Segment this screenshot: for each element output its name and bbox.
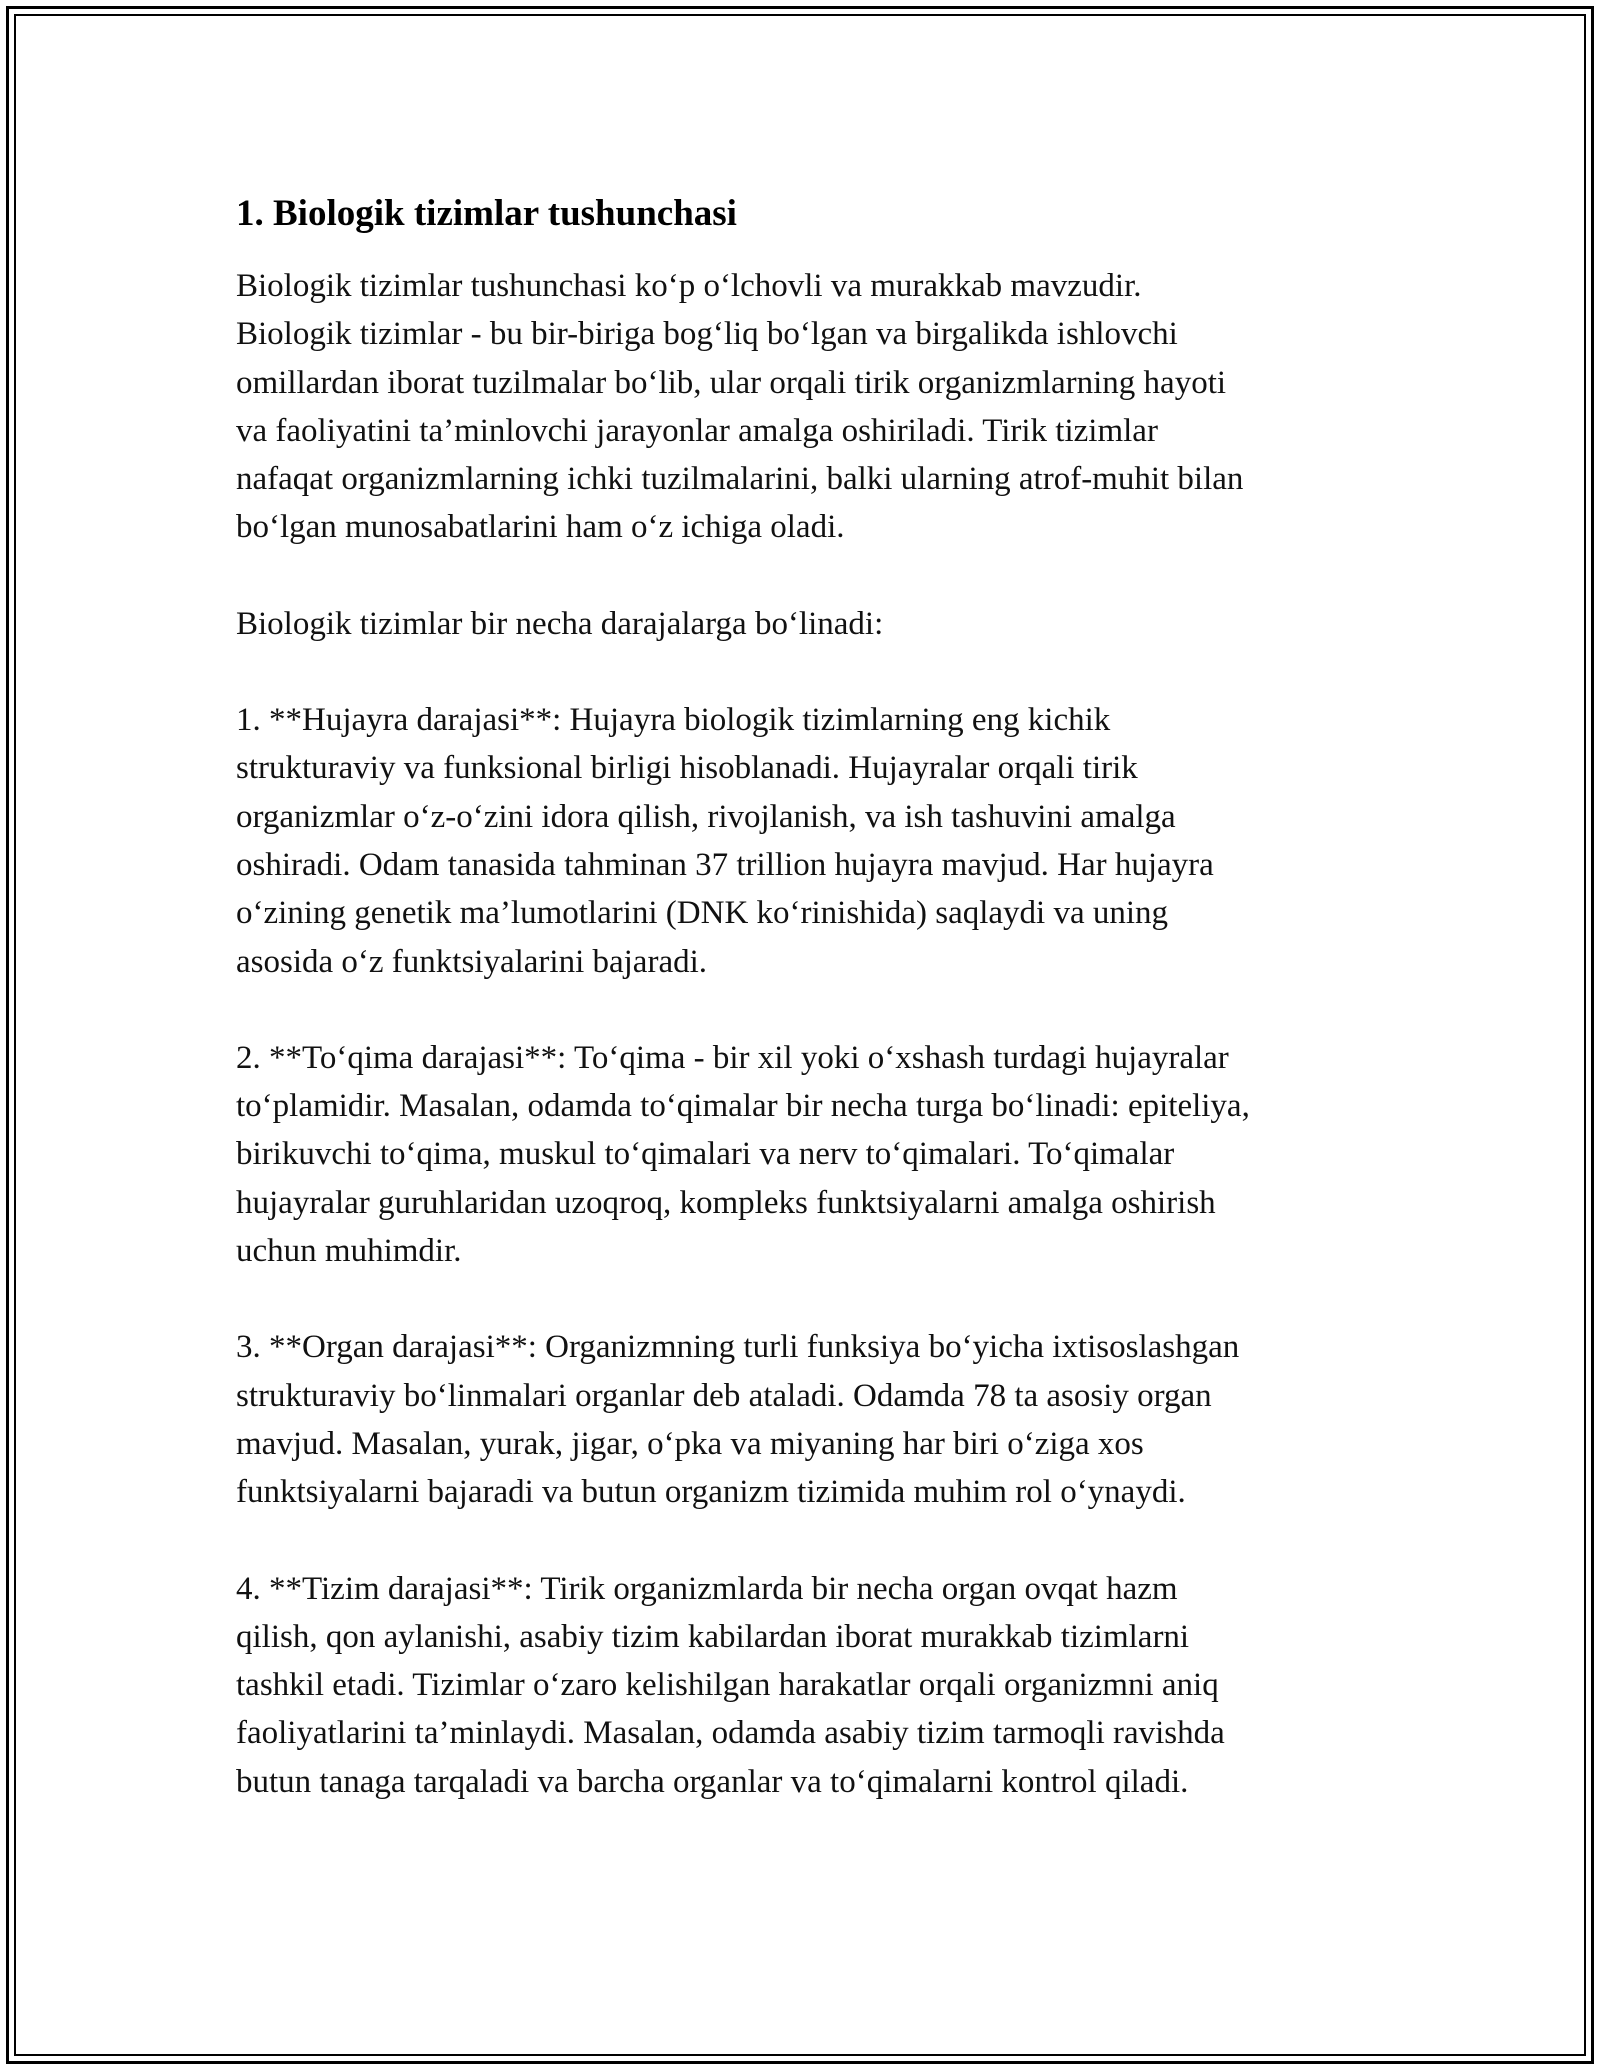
section-heading: 1. Biologik tizimlar tushunchasi <box>236 193 737 234</box>
system-level-paragraph: 4. **Tizim darajasi**: Tirik organizmlarda bir necha organ ovqat hazm qilish, qon aylanishi, asabiy tizim kabilardan iborat murakkab tizimlarni tashkil etadi. Tizimlar o‘zaro kelishilgan harakatlar orqali organizmni aniq faoliyatlarini ta’minlaydi. Masalan, odamda asabiy tizim tarmoqli ravishda butun tanaga tarqaladi va barcha organlar va to‘qimalarni kontrol qiladi. <box>236 1570 1225 1800</box>
levels-intro-paragraph: Biologik tizimlar bir necha darajalarga bo‘linadi: <box>236 605 884 642</box>
organ-level-paragraph: 3. **Organ darajasi**: Organizmning turli funksiya bo‘yicha ixtisoslashgan strukturaviy bo‘linmalari organlar deb ataladi. Odamda 78 ta asosiy organ mavjud. Masalan, yurak, jigar, o‘pka va miyaning har biri o‘ziga xos funktsiyalarni bajaradi va butun organizm tizimida muhim rol o‘ynaydi. <box>236 1329 1240 1511</box>
tissue-level-paragraph: 2. **To‘qima darajasi**: To‘qima - bir xil yoki o‘xshash turdagi hujayralar to‘plamidir. Masalan, odamda to‘qimalar bir necha turga bo‘linadi: epiteliya, birikuvchi to‘qima, muskul to‘qimalari va nerv to‘qimalari. To‘qimalar hujayralar guruhlaridan uzoqroq, kompleks funktsiyalarni amalga oshirish uchun muhimdir. <box>236 1039 1250 1270</box>
document-body <box>236 186 1406 1854</box>
intro-paragraph: Biologik tizimlar tushunchasi ko‘p o‘lchovli va murakkab mavzudir. Biologik tizimlar - bu bir-biriga bog‘liq bo‘lgan va birgalikda ishlovchi omillardan iborat tuzilmalar bo‘lib, ular orqali tirik organizmlarning hayoti va faoliyatini ta’minlovchi jarayonlar amalga oshiriladi. Tirik tizimlar nafaqat organizmlarning ichki tuzilmalarini, balki ularning atrof-muhit bilan bo‘lgan munosabatlarini ham o‘z ichiga oladi. <box>236 268 1244 546</box>
cell-level-paragraph: 1. **Hujayra darajasi**: Hujayra biologik tizimlarning eng kichik strukturaviy va funksional birligi hisoblanadi. Hujayralar orqali tirik organizmlar o‘z-o‘zini idora qilish, rivojlanish, va ish tashuvini amalga oshiradi. Odam tanasida tahminan 37 trillion hujayra mavjud. Har hujayra o‘zining genetik ma’lumotlarini (DNK ko‘rinishida) saqlaydi va uning asosida o‘z funktsiyalarini bajaradi. <box>236 702 1214 980</box>
